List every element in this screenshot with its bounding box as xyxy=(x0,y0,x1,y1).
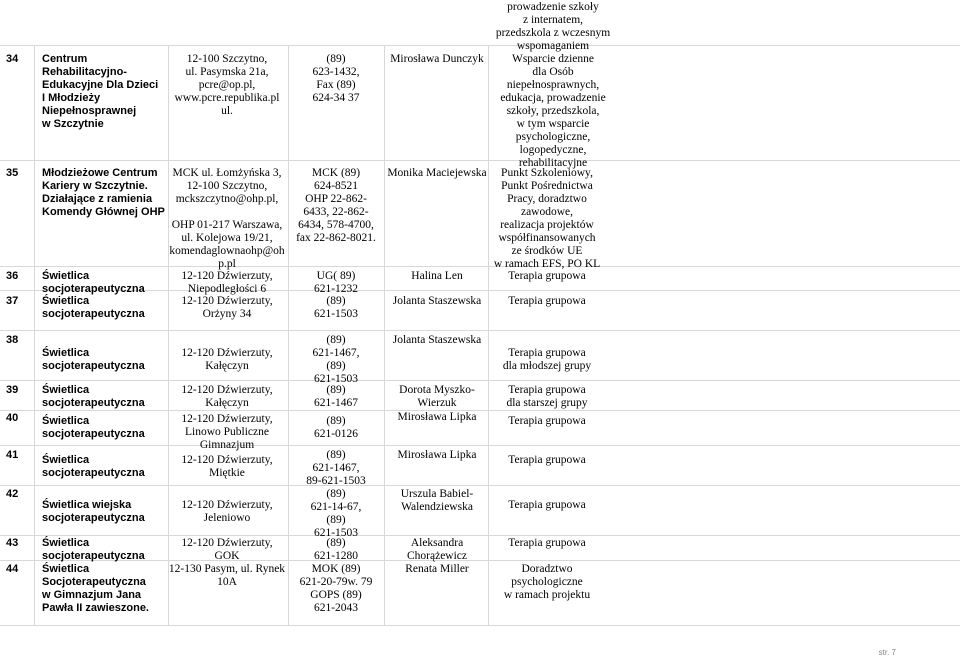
row-number: 39 xyxy=(6,384,19,396)
contact-person: Jolanta Staszewska xyxy=(392,334,482,346)
organization-name: Świetlica socjoterapeutyczna xyxy=(42,415,145,440)
organization-phone: (89) 621-1467, 89-621-1503 xyxy=(306,449,366,487)
organization-name: Młodzieżowe Centrum Kariery w Szczytnie. Działające z ramienia Komendy Głównej OHP xyxy=(42,167,165,218)
organization-address: 12-120 Dźwierzuty, Jeleniowo xyxy=(181,499,273,524)
organization-name: Świetlica Socjoterapeutyczna w Gimnazjum Jana Pawła II zawieszone. xyxy=(42,563,149,614)
organization-name: Świetlica wiejska socjoterapeutyczna xyxy=(42,499,145,524)
organization-name: Centrum Rehabilitacyjno- Edukacyjne Dla Dzieci I Młodzieży Niepełnosprawnej w Szczytnie xyxy=(42,53,159,130)
row-number: 37 xyxy=(6,295,19,307)
organization-name: Świetlica socjoterapeutyczna xyxy=(42,537,145,562)
contact-person: Monika Maciejewska xyxy=(387,167,487,179)
organization-address: 12-130 Pasym, ul. Rynek 10A xyxy=(168,563,286,588)
column-divider xyxy=(34,45,35,625)
row-number: 42 xyxy=(6,488,19,500)
organization-address: 12-120 Dźwierzuty, Linowo Publiczne Gimnazjum xyxy=(181,413,273,451)
organization-address: MCK ul. Łomżyńska 3, 12-100 Szczytno, mckszczytno@ohp.pl, OHP 01-217 Warszawa, ul. Kolejowa 19/21, komendaglownaohp@oh p.pl xyxy=(169,167,285,270)
contact-person: Mirosława Dunczyk xyxy=(390,53,484,65)
support-form: Terapia grupowa xyxy=(508,415,586,427)
organization-phone: (89) 621-0126 xyxy=(313,415,359,440)
row-number: 43 xyxy=(6,537,19,549)
row-divider xyxy=(0,485,960,486)
row-divider xyxy=(0,535,960,536)
row-divider xyxy=(0,266,960,267)
support-form: Doradztwo psychologiczne w ramach projektu xyxy=(503,563,591,601)
row-number: 38 xyxy=(6,334,19,346)
row-number: 35 xyxy=(6,167,19,179)
organization-phone: (89) 621-1280 xyxy=(313,537,359,562)
row-number: 41 xyxy=(6,449,19,461)
contact-person: Mirosława Lipka xyxy=(397,411,477,423)
support-form: Terapia grupowa dla starszej grupy xyxy=(506,384,588,409)
row-number: 44 xyxy=(6,563,19,575)
organization-phone: MCK (89) 624-8521 OHP 22-862- 6433, 22-862- 6434, 578-4700, fax 22-862-8021. xyxy=(296,167,376,244)
support-form: Terapia grupowa dla młodszej grupy xyxy=(502,347,592,372)
row-number: 36 xyxy=(6,270,19,282)
organization-phone: (89) 621-1467, (89) 621-1503 xyxy=(312,334,360,385)
row-divider xyxy=(0,330,960,331)
support-form: Punkt Szkoleniowy, Punkt Pośrednictwa Pracy, doradztwo zawodowe, realizacja projektów współfinansowanych ze środków UE w ramach EFS, PO KL xyxy=(493,167,601,270)
row-divider xyxy=(0,445,960,446)
organization-name: Świetlica socjoterapeutyczna xyxy=(42,454,145,479)
organization-address: 12-120 Dźwierzuty, Kałęczyn xyxy=(181,384,273,409)
organization-address: 12-100 Szczytno, ul. Pasymska 21a, pcre@op.pl, www.pcre.republika.pl ul. xyxy=(174,53,280,117)
organization-phone: MOK (89) 621-20-79w. 79 GOPS (89) 621-2043 xyxy=(299,563,373,614)
contact-person: Halina Len xyxy=(411,270,463,282)
organization-phone: (89) 623-1432, Fax (89) 624-34 37 xyxy=(312,53,360,104)
row-divider xyxy=(0,380,960,381)
organization-name: Świetlica socjoterapeutyczna xyxy=(42,295,145,320)
support-form: Terapia grupowa xyxy=(508,270,586,282)
support-form: Terapia grupowa xyxy=(508,454,586,466)
support-form: Terapia grupowa xyxy=(508,537,586,549)
organization-name: Świetlica socjoterapeutyczna xyxy=(42,384,145,409)
contact-person: Urszula Babiel- Walendziewska xyxy=(400,488,474,513)
organization-address: 12-120 Dźwierzuty, Miętkie xyxy=(181,454,273,479)
contact-person: Renata Miller xyxy=(405,563,469,575)
organization-phone: (89) 621-1503 xyxy=(313,295,359,320)
contact-person: Jolanta Staszewska xyxy=(392,295,482,307)
organization-address: 12-120 Dźwierzuty, Orżyny 34 xyxy=(181,295,273,320)
page-number: str. 7 xyxy=(878,648,896,657)
organization-phone: (89) 621-1467 xyxy=(313,384,359,409)
row-number: 40 xyxy=(6,412,19,424)
row-number: 34 xyxy=(6,53,19,65)
support-form: Terapia grupowa xyxy=(508,499,586,511)
organization-name: Świetlica socjoterapeutyczna xyxy=(42,347,145,372)
organization-phone: UG( 89) 621-1232 xyxy=(313,270,359,295)
contact-person: Aleksandra Chorążewicz xyxy=(406,537,468,562)
contact-person: Dorota Myszko- Wierzuk xyxy=(399,384,475,409)
organization-address: 12-120 Dźwierzuty, Niepodległości 6 xyxy=(181,270,273,295)
row-divider xyxy=(0,625,960,626)
support-form: prowadzenie szkoły z internatem, przedszkola z wczesnym wspomaganiem Wsparcie dzienne dla Osób niepełnosprawnych, edukacja, prowadzenie szkoły, przedszkola, w tym wsparcie psychologiczne, logopedyczne, rehabilitacyjne xyxy=(495,1,611,169)
organization-phone: (89) 621-14-67, (89) 621-1503 xyxy=(310,488,362,539)
organization-address: 12-120 Dźwierzuty, Kałęczyn xyxy=(181,347,273,372)
organization-address: 12-120 Dźwierzuty, GOK xyxy=(181,537,273,562)
contact-person: Mirosława Lipka xyxy=(397,449,477,461)
organization-name: Świetlica socjoterapeutyczna xyxy=(42,270,145,295)
support-form: Terapia grupowa xyxy=(508,295,586,307)
